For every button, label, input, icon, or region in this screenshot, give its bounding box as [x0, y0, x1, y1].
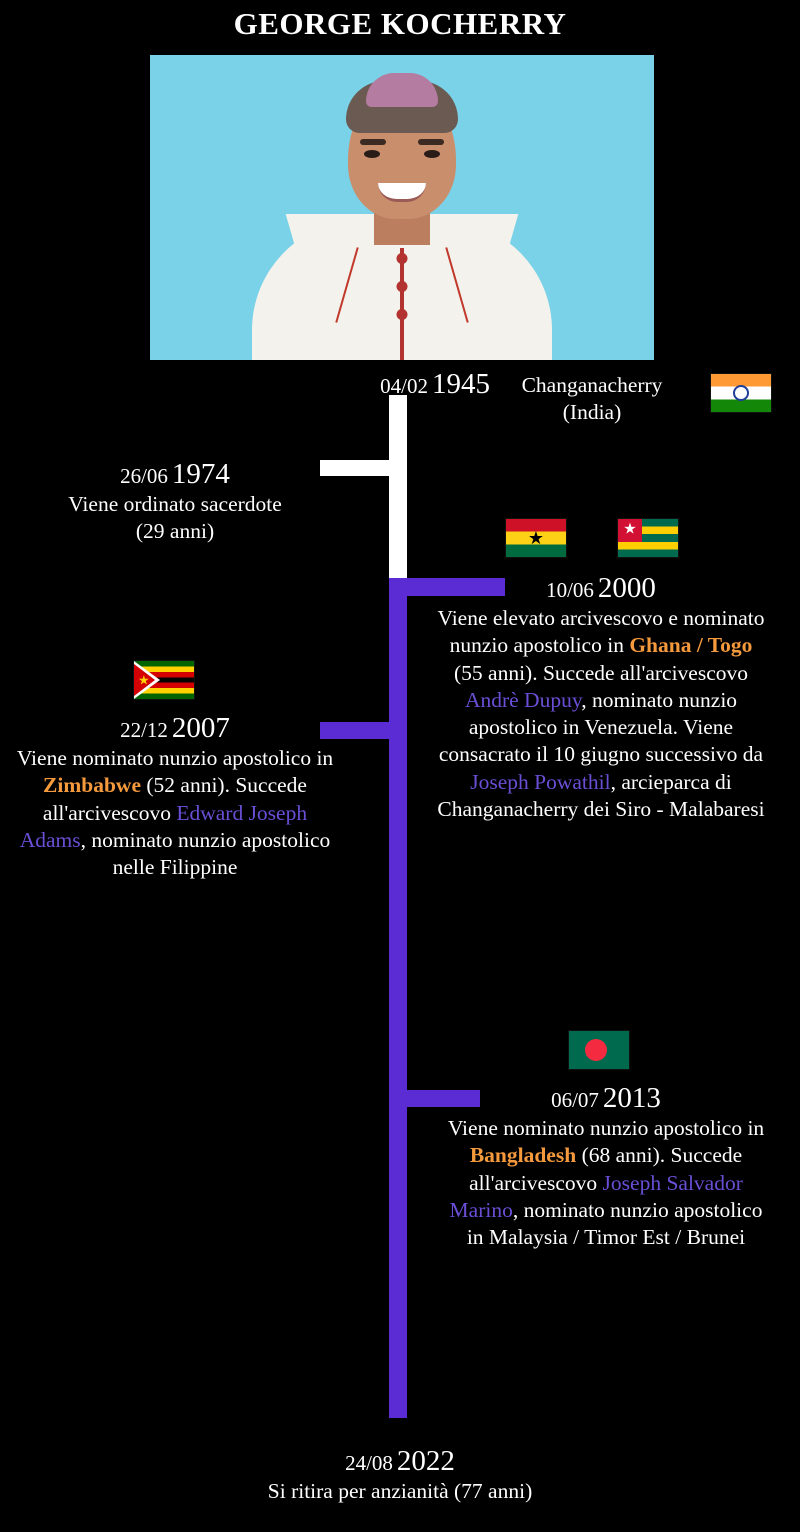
event-bangladesh-date: 06/07: [551, 1088, 599, 1112]
bangladesh-flag: [568, 1030, 630, 1070]
event-ghana-togo-body: [436, 605, 766, 823]
portrait-placket: [400, 248, 404, 360]
event-ordination: [20, 458, 330, 546]
event-ghana-togo-year: 2000: [597, 572, 656, 604]
event-birth-date: 04/02: [380, 374, 428, 398]
portrait-zucchetto: [366, 73, 438, 107]
person-edward-joseph-adams: Edward Joseph Adams: [19, 800, 308, 852]
event-bangladesh-body: [446, 1115, 766, 1251]
country-zimbabwe: Zimbabwe: [43, 773, 141, 798]
timeline-bar-purple-vertical: [389, 578, 407, 1418]
country-bangladesh: Bangladesh: [469, 1143, 577, 1168]
event-zimbabwe: [10, 712, 340, 881]
text-plain: , nominato nunzio apostolico in Venezuela. Viene consacrato il 10 giugno successivo da: [438, 687, 764, 767]
person-joseph-powathil: Joseph Powathil: [470, 769, 611, 794]
event-birth: [310, 368, 490, 401]
event-ghana-togo-date: 10/06: [546, 578, 594, 602]
event-bangladesh-year: 2013: [602, 1082, 661, 1114]
event-ordination-line1: Viene ordinato sacerdote: [68, 492, 282, 516]
ashoka-chakra-icon: [733, 385, 749, 401]
portrait-eyebrow-left: [360, 139, 386, 145]
event-retirement-year: 2022: [396, 1445, 455, 1477]
text-plain: , nominato nunzio apostolico nelle Filippine: [80, 827, 331, 880]
text-plain: , nominato nunzio apostolico in Malaysia / Timor Est / Brunei: [466, 1197, 763, 1250]
event-ordination-date: 26/06: [120, 464, 168, 488]
person-andre-dupuy: Andrè Dupuy: [464, 687, 582, 712]
event-birth-place-line2: (India): [562, 400, 622, 425]
white-star-icon: ★: [623, 521, 637, 538]
india-flag: [710, 373, 772, 413]
event-ordination-line2: (29 anni): [135, 519, 215, 544]
text-plain: (68 anni). Succede all'arcivescovo: [469, 1143, 743, 1195]
event-zimbabwe-year: 2007: [171, 712, 230, 744]
event-zimbabwe-body: [10, 745, 340, 881]
portrait-eye-right: [424, 150, 440, 158]
portrait-eye-left: [364, 150, 380, 158]
event-retirement: [0, 1445, 800, 1505]
event-bangladesh: [446, 1082, 766, 1251]
event-retirement-line1: Si ritira per anzianità (77 anni): [267, 1479, 533, 1503]
portrait-eyebrow-right: [418, 139, 444, 145]
portrait-photo: [150, 55, 654, 360]
country-ghana-togo: Ghana / Togo: [629, 633, 753, 658]
text-plain: Viene nominato nunzio apostolico in: [447, 1116, 765, 1140]
event-birth-year: 1945: [432, 368, 490, 400]
event-ordination-year: 1974: [171, 458, 230, 490]
text-plain: (52 anni). Succede all'arcivescovo: [42, 773, 307, 825]
togo-flag: [617, 518, 679, 558]
event-birth-place-line1: Changanacherry: [521, 373, 663, 397]
timeline-branch-1974: [320, 460, 400, 476]
black-star-icon: ★: [527, 528, 545, 548]
person-joseph-salvador-marino: Joseph Salvador Marino: [449, 1170, 743, 1222]
page-title: GEORGE KOCHERRY: [233, 6, 567, 41]
event-ghana-togo: [436, 572, 766, 823]
event-birth-place: [496, 372, 688, 427]
text-plain: Viene elevato arcivescovo e nominato nunzio apostolico in: [437, 606, 765, 658]
portrait-button: [397, 281, 408, 292]
event-zimbabwe-date: 22/12: [120, 718, 168, 742]
zimbabwe-flag: [133, 660, 195, 700]
event-retirement-date: 24/08: [345, 1451, 393, 1475]
text-plain: Viene nominato nunzio apostolico in: [16, 746, 334, 770]
ghana-flag: [505, 518, 567, 558]
portrait-button: [397, 253, 408, 264]
timeline-bar-white-vertical: [389, 395, 407, 585]
zimbabwe-bird-icon: ★: [138, 672, 150, 688]
text-plain: , arcieparca di Changanacherry dei Siro - Malabaresi: [437, 769, 765, 822]
portrait-button: [397, 309, 408, 320]
text-plain: (55 anni). Succede all'arcivescovo: [454, 660, 748, 685]
bangladesh-red-disc: [585, 1039, 607, 1061]
